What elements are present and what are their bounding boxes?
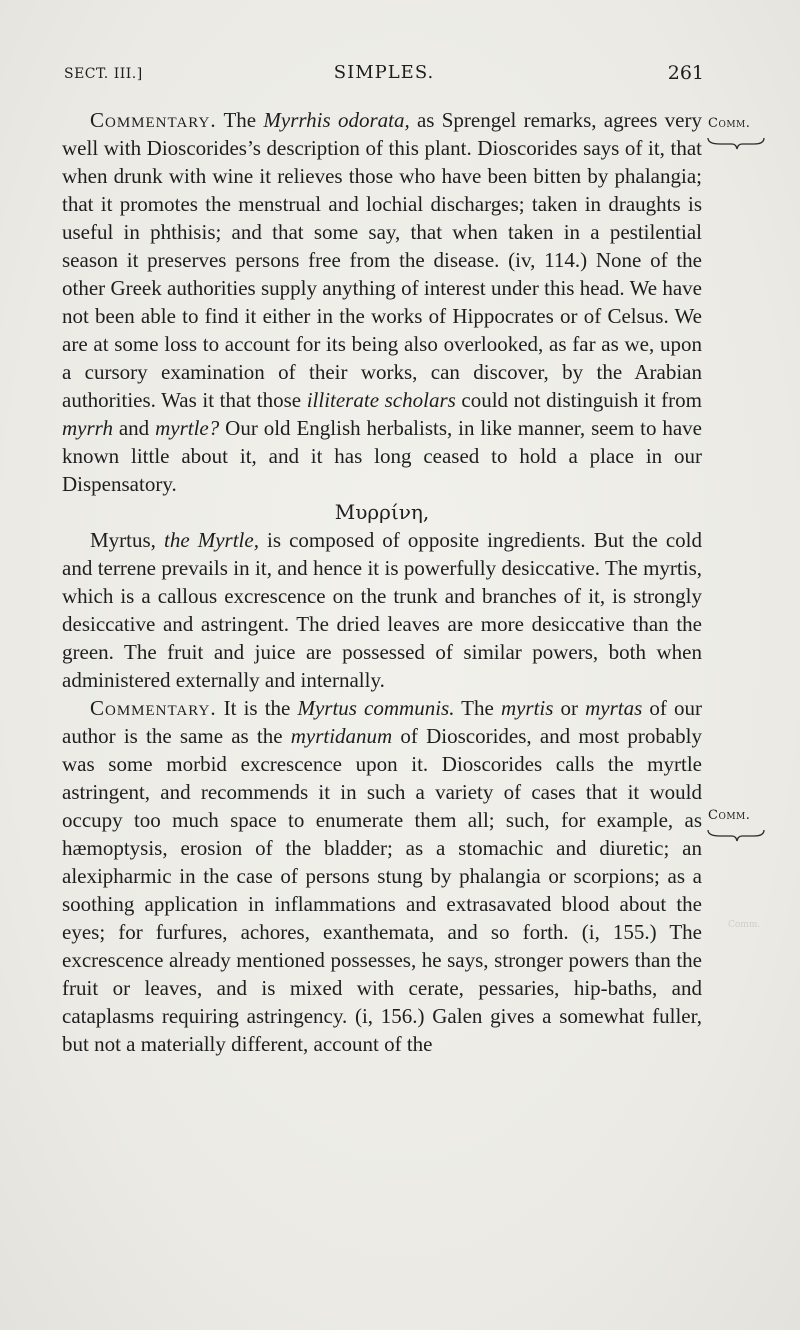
italic-term: myrtle?: [155, 416, 220, 440]
text-run: could not distinguish it from: [455, 388, 702, 412]
italic-term: myrtas: [585, 696, 643, 720]
text-run: or: [553, 696, 586, 720]
running-header: [64, 62, 704, 92]
text-run: is composed of opposite ingredients. But the cold and terrene prevails in it, and hence it is powerfully desiccative. The myrtis, which is a callous excrescence on the trunk and branches of it, is strongly desiccative and astringent. The dried leaves are more desiccative than the green. The fruit and juice are possessed of similar powers, both when administered externally and internally.: [62, 528, 702, 692]
commentary-paragraph-1: [62, 106, 702, 498]
commentary-label: Commentary.: [90, 696, 217, 720]
margin-note-comm-1: Comm.: [708, 116, 751, 131]
page-number: 261: [667, 62, 704, 84]
margin-brace-1-icon: [706, 136, 766, 150]
commentary-paragraph-2: [62, 694, 702, 1058]
italic-term: myrtis: [500, 696, 554, 720]
commentary-label: Commentary.: [90, 108, 217, 132]
section-label: SECT. III.]: [64, 66, 143, 82]
text-run: The: [454, 696, 501, 720]
text-run: The: [216, 108, 264, 132]
italic-term: myrtidanum: [290, 724, 393, 748]
text-run: It is the: [216, 696, 298, 720]
italic-term: Myrtus communis.: [297, 696, 455, 720]
running-title: SIMPLES.: [333, 62, 435, 83]
text-run: as Sprengel remarks, agrees very well with Dioscorides’s description of this plant. Dioscorides says of it, that when drunk with wine it relieves those who have been bitten by phalangia; that it promotes the menstrual and lochial discharges; taken in draughts is useful in phthisis; and that some say, that when taken in a pestilential season it preserves persons free from the disease. (iv, 114.) None of the other Greek authorities supply anything of interest under this head. We have not been able to find it either in the works of Hippocrates or of Celsus. We are at some loss to account for its being also overlooked, as far as we, upon a cursory examination of their works, can discover, by the Arabian authorities. Was it that those: [62, 108, 702, 412]
text-run: of Dioscorides, and most probably was some morbid excrescence upon it. Dioscorides calls the myrtle astringent, and recommends it in such a variety of cases that it would occupy too much space to enumerate them all; such, for example, as hæmoptysis, erosion of the bladder; as a stomachic and diuretic; an alexipharmic in the case of persons stung by phalangia or scorpions; as a soothing application in inflammations and extrasavated blood about the eyes; for furfures, achores, exanthemata, and so forth. (i, 155.) The excrescence already mentioned possesses, he says, stronger powers than the fruit or leaves, and is mixed with cerate, pessaries, hip-baths, and cataplasms requiring astringency. (i, 156.) Galen gives a somewhat fuller, but not a materially different, account of the: [62, 724, 703, 1056]
italic-term: myrrh: [62, 416, 113, 440]
myrtle-paragraph: [62, 526, 702, 694]
margin-brace-2-icon: [706, 828, 766, 842]
italic-term: the Myrtle,: [164, 528, 259, 552]
italic-term: illiterate scholars: [306, 388, 456, 412]
text-run: and: [112, 416, 156, 440]
greek-heading: Μυρρίνη,: [334, 500, 430, 524]
italic-term: Myrrhis odorata,: [263, 108, 410, 132]
text-run: of our author is the same as the: [62, 696, 702, 748]
text-run: Myrtus,: [90, 528, 164, 552]
bleed-through-note: Comm.: [728, 920, 761, 930]
body-text: [62, 106, 702, 1058]
text-run: Our old English herbalists, in like manner, seem to have known little about it, and it has long ceased to hold a place in our Dispensatory.: [62, 416, 702, 496]
margin-note-comm-2: Comm.: [708, 808, 751, 823]
